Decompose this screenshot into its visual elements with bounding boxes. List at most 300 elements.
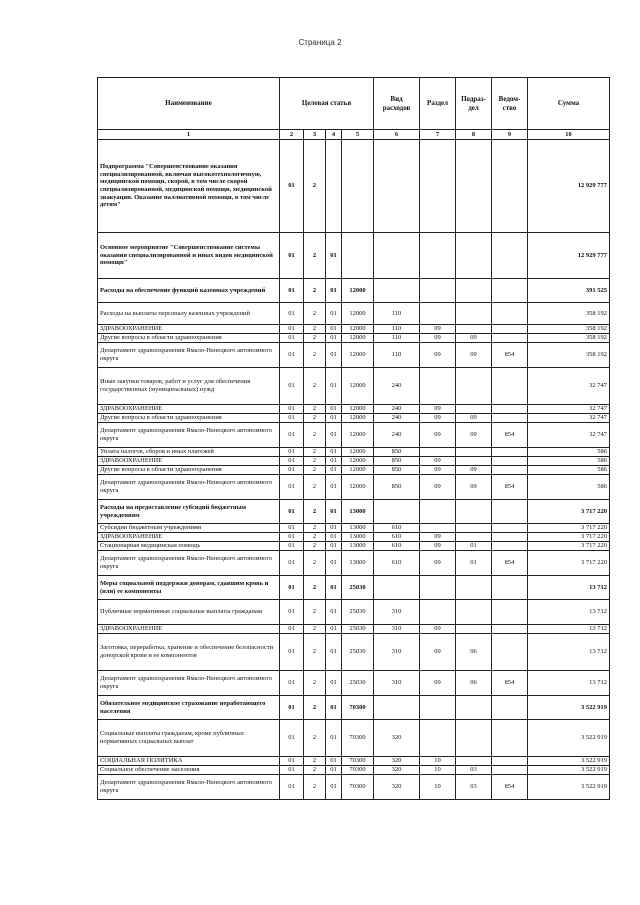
row-kind-cell: 240 [374, 405, 420, 414]
row-target-part3: 01 [326, 448, 342, 457]
row-dept-cell: 854 [492, 475, 528, 500]
row-name-cell: Заготовка, переработка, хранение и обеспечение безопасности донорской крови и ее компонентов [98, 634, 280, 671]
row-target-part2: 2 [304, 140, 326, 233]
row-name-cell: Обязательное медицинское страхование неработающего населения [98, 696, 280, 720]
row-dept-cell [492, 625, 528, 634]
row-target-part3: 01 [326, 405, 342, 414]
row-subsection-cell: 09 [456, 475, 492, 500]
table-row [98, 671, 610, 696]
row-section-cell: 09 [420, 533, 456, 542]
row-target-part4: 12000 [342, 343, 374, 368]
row-sum-cell: 358 192 [528, 303, 610, 325]
row-target-part2: 2 [304, 524, 326, 533]
row-target-part2: 2 [304, 576, 326, 600]
row-target-part1: 01 [280, 600, 304, 625]
row-section-cell [420, 524, 456, 533]
table-row [98, 457, 610, 466]
row-target-part2: 2 [304, 303, 326, 325]
table-body [98, 140, 610, 800]
row-subsection-cell [456, 233, 492, 279]
row-dept-cell: 854 [492, 551, 528, 576]
row-name-cell: Другие вопросы в области здравоохранения [98, 466, 280, 475]
row-kind-cell: 310 [374, 634, 420, 671]
column-number: 5 [342, 130, 374, 140]
row-subsection-cell [456, 448, 492, 457]
row-target-part3: 01 [326, 457, 342, 466]
row-target-part3: 01 [326, 671, 342, 696]
row-target-part1: 01 [280, 625, 304, 634]
row-target-part3 [326, 140, 342, 233]
row-target-part1: 01 [280, 775, 304, 800]
row-section-cell: 09 [420, 634, 456, 671]
row-target-part1: 01 [280, 405, 304, 414]
header-dept: Ведом-ство [492, 78, 528, 130]
row-target-part1: 01 [280, 551, 304, 576]
row-subsection-cell: 03 [456, 766, 492, 775]
row-target-part1: 01 [280, 414, 304, 423]
row-target-part4: 25030 [342, 671, 374, 696]
row-sum-cell: 32 747 [528, 423, 610, 448]
row-dept-cell: 854 [492, 775, 528, 800]
row-subsection-cell: 01 [456, 542, 492, 551]
row-name-cell: ЗДРАВООХРАНЕНИЕ [98, 457, 280, 466]
row-target-part2: 2 [304, 325, 326, 334]
row-target-part2: 2 [304, 457, 326, 466]
row-kind-cell [374, 233, 420, 279]
table-row [98, 233, 610, 279]
row-subsection-cell [456, 625, 492, 634]
row-name-cell: Расходы на выплаты персоналу казенных учреждений [98, 303, 280, 325]
row-name-cell: Основное мероприятие "Совершенствование системы оказания специализированной и иных видов медицинской помощи" [98, 233, 280, 279]
row-subsection-cell [456, 500, 492, 524]
row-section-cell [420, 368, 456, 405]
row-kind-cell: 610 [374, 524, 420, 533]
row-name-cell: Департамент здравоохранения Ямало-Ненецкого автономного округа [98, 671, 280, 696]
row-subsection-cell: 03 [456, 775, 492, 800]
row-target-part3: 01 [326, 524, 342, 533]
row-section-cell: 10 [420, 757, 456, 766]
row-section-cell: 09 [420, 551, 456, 576]
row-target-part3: 01 [326, 625, 342, 634]
row-subsection-cell [456, 576, 492, 600]
row-name-cell: Подпрограмма "Совершенствование оказания специализированной, включая высокотехнологичную, медицинской помощи, скорой, в том числе скорой специализированной, медицинской помощи, медицинской эвакуации. Оказание паллиативной помощи, в том числе детям" [98, 140, 280, 233]
row-dept-cell [492, 414, 528, 423]
row-section-cell: 10 [420, 775, 456, 800]
row-target-part1: 01 [280, 720, 304, 757]
row-target-part1: 01 [280, 466, 304, 475]
table-row [98, 500, 610, 524]
row-kind-cell: 310 [374, 671, 420, 696]
row-target-part1: 01 [280, 524, 304, 533]
row-sum-cell: 586 [528, 475, 610, 500]
row-target-part4: 25030 [342, 625, 374, 634]
row-target-part2: 2 [304, 634, 326, 671]
row-sum-cell: 32 747 [528, 368, 610, 405]
row-target-part2: 2 [304, 696, 326, 720]
row-target-part2: 2 [304, 475, 326, 500]
row-target-part4: 25030 [342, 634, 374, 671]
row-target-part4: 12000 [342, 475, 374, 500]
row-target-part4: 13000 [342, 542, 374, 551]
row-sum-cell: 13 712 [528, 625, 610, 634]
row-section-cell [420, 233, 456, 279]
row-sum-cell: 13 712 [528, 600, 610, 625]
row-section-cell: 09 [420, 325, 456, 334]
row-target-part1: 01 [280, 475, 304, 500]
row-target-part2: 2 [304, 766, 326, 775]
row-name-cell: Департамент здравоохранения Ямало-Ненецкого автономного округа [98, 343, 280, 368]
table-row [98, 414, 610, 423]
row-sum-cell: 32 747 [528, 405, 610, 414]
row-target-part2: 2 [304, 757, 326, 766]
row-subsection-cell [456, 524, 492, 533]
table-row [98, 720, 610, 757]
row-subsection-cell [456, 279, 492, 303]
row-target-part2: 2 [304, 343, 326, 368]
row-kind-cell: 240 [374, 423, 420, 448]
table-row [98, 533, 610, 542]
row-kind-cell: 110 [374, 343, 420, 368]
row-name-cell: Уплата налогов, сборов и иных платежей [98, 448, 280, 457]
row-target-part3: 01 [326, 766, 342, 775]
row-target-part2: 2 [304, 551, 326, 576]
row-dept-cell [492, 696, 528, 720]
column-number: 9 [492, 130, 528, 140]
row-kind-cell: 320 [374, 766, 420, 775]
budget-table [97, 77, 610, 800]
table-row [98, 634, 610, 671]
row-sum-cell: 3 522 919 [528, 775, 610, 800]
row-sum-cell: 3 717 220 [528, 551, 610, 576]
row-kind-cell [374, 696, 420, 720]
row-sum-cell: 358 192 [528, 334, 610, 343]
row-target-part4: 13000 [342, 533, 374, 542]
row-sum-cell: 32 747 [528, 414, 610, 423]
row-subsection-cell [456, 720, 492, 757]
row-target-part1: 01 [280, 542, 304, 551]
row-section-cell: 09 [420, 542, 456, 551]
row-kind-cell: 110 [374, 303, 420, 325]
row-dept-cell [492, 405, 528, 414]
row-target-part4: 12000 [342, 334, 374, 343]
row-target-part4: 12000 [342, 448, 374, 457]
row-kind-cell: 850 [374, 475, 420, 500]
row-name-cell: Департамент здравоохранения Ямало-Ненецкого автономного округа [98, 475, 280, 500]
row-name-cell: ЗДРАВООХРАНЕНИЕ [98, 325, 280, 334]
row-dept-cell [492, 576, 528, 600]
row-target-part4: 13000 [342, 524, 374, 533]
row-target-part1: 01 [280, 368, 304, 405]
row-target-part2: 2 [304, 414, 326, 423]
row-name-cell: Иные закупки товаров, работ и услуг для обеспечения государственных (муниципальных) нужд [98, 368, 280, 405]
column-number-row [98, 130, 610, 140]
row-kind-cell [374, 576, 420, 600]
row-target-part4: 12000 [342, 303, 374, 325]
header-row [98, 78, 610, 130]
row-target-part1: 01 [280, 334, 304, 343]
row-section-cell: 10 [420, 766, 456, 775]
row-kind-cell: 850 [374, 457, 420, 466]
row-target-part1: 01 [280, 671, 304, 696]
row-target-part4: 70300 [342, 720, 374, 757]
table-row [98, 696, 610, 720]
row-dept-cell: 854 [492, 423, 528, 448]
row-sum-cell: 586 [528, 448, 610, 457]
row-kind-cell: 320 [374, 775, 420, 800]
row-dept-cell [492, 140, 528, 233]
row-section-cell: 09 [420, 423, 456, 448]
row-target-part4: 25030 [342, 600, 374, 625]
row-subsection-cell: 09 [456, 414, 492, 423]
row-target-part3: 01 [326, 466, 342, 475]
row-subsection-cell [456, 405, 492, 414]
row-target-part1: 01 [280, 279, 304, 303]
table-row [98, 475, 610, 500]
table-row [98, 551, 610, 576]
row-target-part4: 12000 [342, 279, 374, 303]
row-kind-cell: 240 [374, 414, 420, 423]
row-dept-cell [492, 457, 528, 466]
row-subsection-cell: 01 [456, 551, 492, 576]
row-target-part3: 01 [326, 600, 342, 625]
row-section-cell [420, 600, 456, 625]
row-target-part4: 12000 [342, 405, 374, 414]
row-sum-cell: 586 [528, 457, 610, 466]
table-row [98, 448, 610, 457]
row-kind-cell: 610 [374, 542, 420, 551]
row-target-part4 [342, 233, 374, 279]
header-name: Наименование [98, 78, 280, 130]
row-subsection-cell [456, 457, 492, 466]
row-name-cell: ЗДРАВООХРАНЕНИЕ [98, 533, 280, 542]
row-name-cell: Департамент здравоохранения Ямало-Ненецкого автономного округа [98, 775, 280, 800]
row-subsection-cell [456, 368, 492, 405]
row-target-part2: 2 [304, 423, 326, 448]
row-target-part2: 2 [304, 233, 326, 279]
column-number: 7 [420, 130, 456, 140]
row-target-part2: 2 [304, 466, 326, 475]
row-dept-cell [492, 766, 528, 775]
row-dept-cell [492, 720, 528, 757]
column-number: 4 [326, 130, 342, 140]
row-target-part3: 01 [326, 325, 342, 334]
row-name-cell: Расходы на предоставление субсидий бюджетным учреждениям [98, 500, 280, 524]
row-target-part3: 01 [326, 233, 342, 279]
row-target-part4: 12000 [342, 414, 374, 423]
row-target-part2: 2 [304, 625, 326, 634]
table-row [98, 368, 610, 405]
row-sum-cell: 12 929 777 [528, 140, 610, 233]
row-target-part1: 01 [280, 696, 304, 720]
row-dept-cell: 854 [492, 343, 528, 368]
row-target-part1: 01 [280, 766, 304, 775]
row-dept-cell [492, 325, 528, 334]
row-target-part3: 01 [326, 303, 342, 325]
row-kind-cell: 310 [374, 625, 420, 634]
row-target-part1: 01 [280, 634, 304, 671]
row-subsection-cell [456, 140, 492, 233]
row-target-part2: 2 [304, 775, 326, 800]
row-target-part4: 13000 [342, 551, 374, 576]
row-target-part2: 2 [304, 671, 326, 696]
row-subsection-cell [456, 600, 492, 625]
row-name-cell: Публичные нормативные социальные выплаты гражданам [98, 600, 280, 625]
row-dept-cell [492, 448, 528, 457]
row-section-cell: 09 [420, 405, 456, 414]
row-sum-cell: 586 [528, 466, 610, 475]
table-row [98, 625, 610, 634]
row-sum-cell: 358 192 [528, 343, 610, 368]
row-dept-cell [492, 757, 528, 766]
row-target-part4: 12000 [342, 368, 374, 405]
table-row [98, 600, 610, 625]
row-target-part4: 12000 [342, 423, 374, 448]
row-dept-cell [492, 600, 528, 625]
row-subsection-cell: 09 [456, 423, 492, 448]
row-subsection-cell: 06 [456, 671, 492, 696]
header-section: Раздел [420, 78, 456, 130]
row-target-part4: 70300 [342, 696, 374, 720]
header-sum: Сумма [528, 78, 610, 130]
row-dept-cell [492, 542, 528, 551]
row-section-cell: 09 [420, 414, 456, 423]
row-target-part4: 12000 [342, 457, 374, 466]
row-kind-cell: 610 [374, 551, 420, 576]
row-subsection-cell: 09 [456, 343, 492, 368]
row-kind-cell: 110 [374, 334, 420, 343]
row-sum-cell: 3 717 220 [528, 542, 610, 551]
row-target-part2: 2 [304, 279, 326, 303]
column-number: 1 [98, 130, 280, 140]
row-section-cell [420, 140, 456, 233]
row-target-part1: 01 [280, 325, 304, 334]
row-target-part3: 01 [326, 757, 342, 766]
row-target-part3: 01 [326, 475, 342, 500]
row-target-part3: 01 [326, 542, 342, 551]
row-section-cell [420, 448, 456, 457]
row-subsection-cell [456, 325, 492, 334]
row-target-part2: 2 [304, 720, 326, 757]
row-dept-cell [492, 524, 528, 533]
row-target-part3: 01 [326, 533, 342, 542]
row-section-cell [420, 576, 456, 600]
row-target-part4: 70300 [342, 766, 374, 775]
column-number: 8 [456, 130, 492, 140]
table-row [98, 140, 610, 233]
page-label: Страница 2 [298, 38, 342, 47]
row-target-part3: 01 [326, 551, 342, 576]
row-target-part3: 01 [326, 368, 342, 405]
row-target-part1: 01 [280, 423, 304, 448]
row-section-cell: 09 [420, 334, 456, 343]
row-sum-cell: 358 192 [528, 325, 610, 334]
row-kind-cell [374, 279, 420, 303]
row-section-cell: 09 [420, 466, 456, 475]
table-row [98, 423, 610, 448]
row-target-part1: 01 [280, 757, 304, 766]
row-target-part4: 70300 [342, 775, 374, 800]
row-name-cell: Департамент здравоохранения Ямало-Ненецкого автономного округа [98, 423, 280, 448]
row-target-part2: 2 [304, 368, 326, 405]
row-sum-cell: 3 717 220 [528, 524, 610, 533]
row-dept-cell [492, 533, 528, 542]
row-target-part1: 01 [280, 500, 304, 524]
table-row [98, 334, 610, 343]
row-dept-cell [492, 634, 528, 671]
row-dept-cell [492, 368, 528, 405]
row-dept-cell [492, 466, 528, 475]
row-sum-cell: 3 717 220 [528, 500, 610, 524]
row-target-part4: 12000 [342, 325, 374, 334]
row-dept-cell [492, 500, 528, 524]
row-sum-cell: 13 712 [528, 576, 610, 600]
column-number: 6 [374, 130, 420, 140]
column-number: 2 [280, 130, 304, 140]
row-section-cell [420, 279, 456, 303]
row-target-part2: 2 [304, 448, 326, 457]
row-target-part3: 01 [326, 775, 342, 800]
table-row [98, 775, 610, 800]
row-sum-cell: 3 522 919 [528, 757, 610, 766]
row-sum-cell: 3 522 919 [528, 696, 610, 720]
table-row [98, 303, 610, 325]
row-sum-cell: 391 525 [528, 279, 610, 303]
row-name-cell: Другие вопросы в области здравоохранения [98, 334, 280, 343]
header-subsection: Подраз-дел [456, 78, 492, 130]
row-kind-cell: 110 [374, 325, 420, 334]
row-kind-cell: 320 [374, 757, 420, 766]
row-section-cell: 09 [420, 475, 456, 500]
row-kind-cell [374, 500, 420, 524]
row-target-part1: 01 [280, 303, 304, 325]
row-name-cell: СОЦИАЛЬНАЯ ПОЛИТИКА [98, 757, 280, 766]
row-target-part3: 01 [326, 423, 342, 448]
row-target-part3: 01 [326, 634, 342, 671]
row-kind-cell: 610 [374, 533, 420, 542]
row-name-cell: Стационарная медицинская помощь [98, 542, 280, 551]
row-section-cell: 09 [420, 671, 456, 696]
row-name-cell: Меры социальной поддержки донорам, сдавшим кровь и (или) ее компоненты [98, 576, 280, 600]
row-target-part1: 01 [280, 576, 304, 600]
table-row [98, 279, 610, 303]
row-section-cell [420, 696, 456, 720]
row-target-part2: 2 [304, 334, 326, 343]
header-target: Целевая статья [280, 78, 374, 130]
row-subsection-cell [456, 696, 492, 720]
row-name-cell: Социальные выплаты гражданам, кроме публичных нормативных социальных выплат [98, 720, 280, 757]
row-section-cell: 09 [420, 457, 456, 466]
table-row [98, 542, 610, 551]
row-kind-cell: 310 [374, 600, 420, 625]
row-subsection-cell: 06 [456, 634, 492, 671]
row-name-cell: Департамент здравоохранения Ямало-Ненецкого автономного округа [98, 551, 280, 576]
row-target-part3: 01 [326, 696, 342, 720]
row-section-cell [420, 500, 456, 524]
row-target-part1: 01 [280, 448, 304, 457]
row-subsection-cell [456, 533, 492, 542]
table-row [98, 343, 610, 368]
row-name-cell: ЗДРАВООХРАНЕНИЕ [98, 405, 280, 414]
row-subsection-cell [456, 757, 492, 766]
row-sum-cell: 3 522 919 [528, 720, 610, 757]
row-section-cell [420, 303, 456, 325]
row-target-part4: 25030 [342, 576, 374, 600]
table-row [98, 405, 610, 414]
row-subsection-cell [456, 303, 492, 325]
row-kind-cell: 850 [374, 466, 420, 475]
table-row [98, 766, 610, 775]
row-target-part4: 12000 [342, 466, 374, 475]
